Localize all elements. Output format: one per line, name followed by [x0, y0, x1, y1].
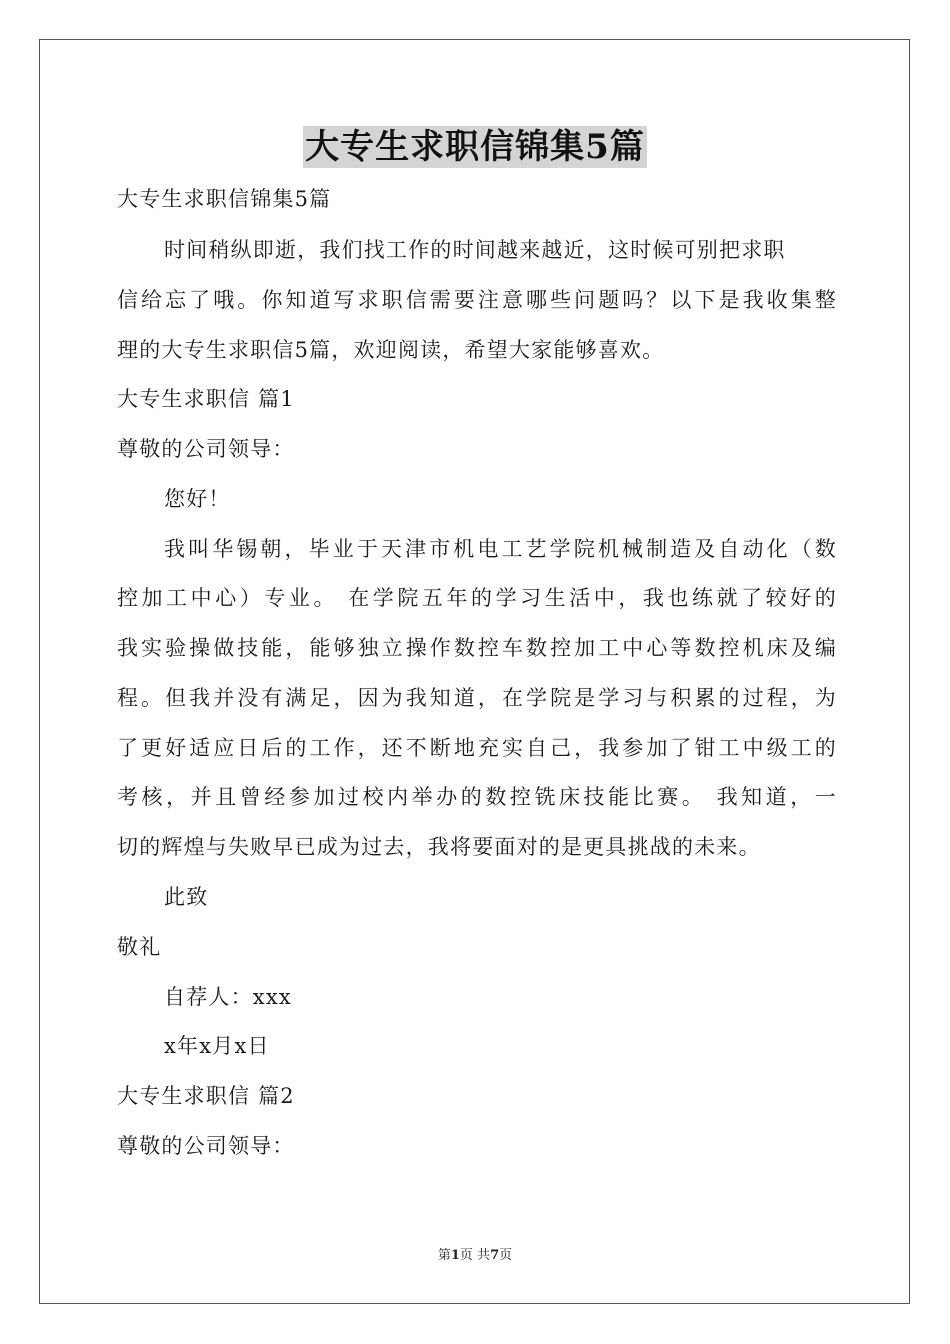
- footer-page-prefix: 第: [437, 1248, 451, 1263]
- letter1-regards: 敬礼: [117, 935, 162, 959]
- footer-page-mid: 页 共: [459, 1248, 491, 1263]
- letter1-body-line-2: 控加工中心）专业。 在学院五年的学习生活中，我也练就了较好的: [117, 586, 837, 610]
- letter1-body-line-3: 我实验操做技能，能够独立操作数控车数控加工中心等数控机床及编: [117, 636, 837, 660]
- intro-line-1: 时间稍纵即逝，我们找工作的时间越来越近，这时候可别把求职: [164, 238, 786, 262]
- footer-page-total: 7: [490, 1248, 500, 1263]
- letter1-salutation: 尊敬的公司领导：: [117, 437, 295, 461]
- letter2-heading: 大专生求职信 篇2: [117, 1084, 295, 1108]
- letter1-body-line-7: 切的辉煌与失败早已成为过去，我将要面对的是更具挑战的未来。: [117, 835, 761, 859]
- page-border: [39, 39, 910, 1304]
- letter1-body-line-1: 我叫华锡朝，毕业于天津市机电工艺学院机械制造及自动化（数: [164, 537, 837, 561]
- footer-page-suffix: 页: [499, 1248, 513, 1263]
- letter1-date: x年x月x日: [164, 1034, 270, 1058]
- title-container: [0, 126, 950, 168]
- letter1-body-line-5: 了更好适应日后的工作，还不断地充实自己，我参加了钳工中级工的: [117, 736, 837, 760]
- letter1-greeting: 您好！: [164, 487, 231, 511]
- letter1-heading: 大专生求职信 篇1: [117, 387, 295, 411]
- page-title: 大专生求职信锦集5篇: [305, 127, 645, 167]
- intro-line-3: 理的大专生求职信5篇，欢迎阅读，希望大家能够喜欢。: [117, 338, 665, 362]
- letter1-body-line-6: 考核，并且曾经参加过校内举办的数控铣床技能比赛。 我知道，一: [117, 785, 837, 809]
- page-footer: [0, 1247, 950, 1265]
- letter2-salutation: 尊敬的公司领导：: [117, 1134, 295, 1158]
- letter1-closing: 此致: [164, 885, 209, 909]
- letter1-signer: 自荐人：xxx: [164, 985, 292, 1009]
- letter1-body-line-4: 程。但我并没有满足，因为我知道，在学院是学习与积累的过程，为: [117, 686, 837, 710]
- doc-subtitle: 大专生求职信锦集5篇: [117, 187, 332, 211]
- intro-line-2: 信给忘了哦。你知道写求职信需要注意哪些问题吗？以下是我收集整: [117, 288, 837, 312]
- footer-page-current: 1: [450, 1248, 460, 1263]
